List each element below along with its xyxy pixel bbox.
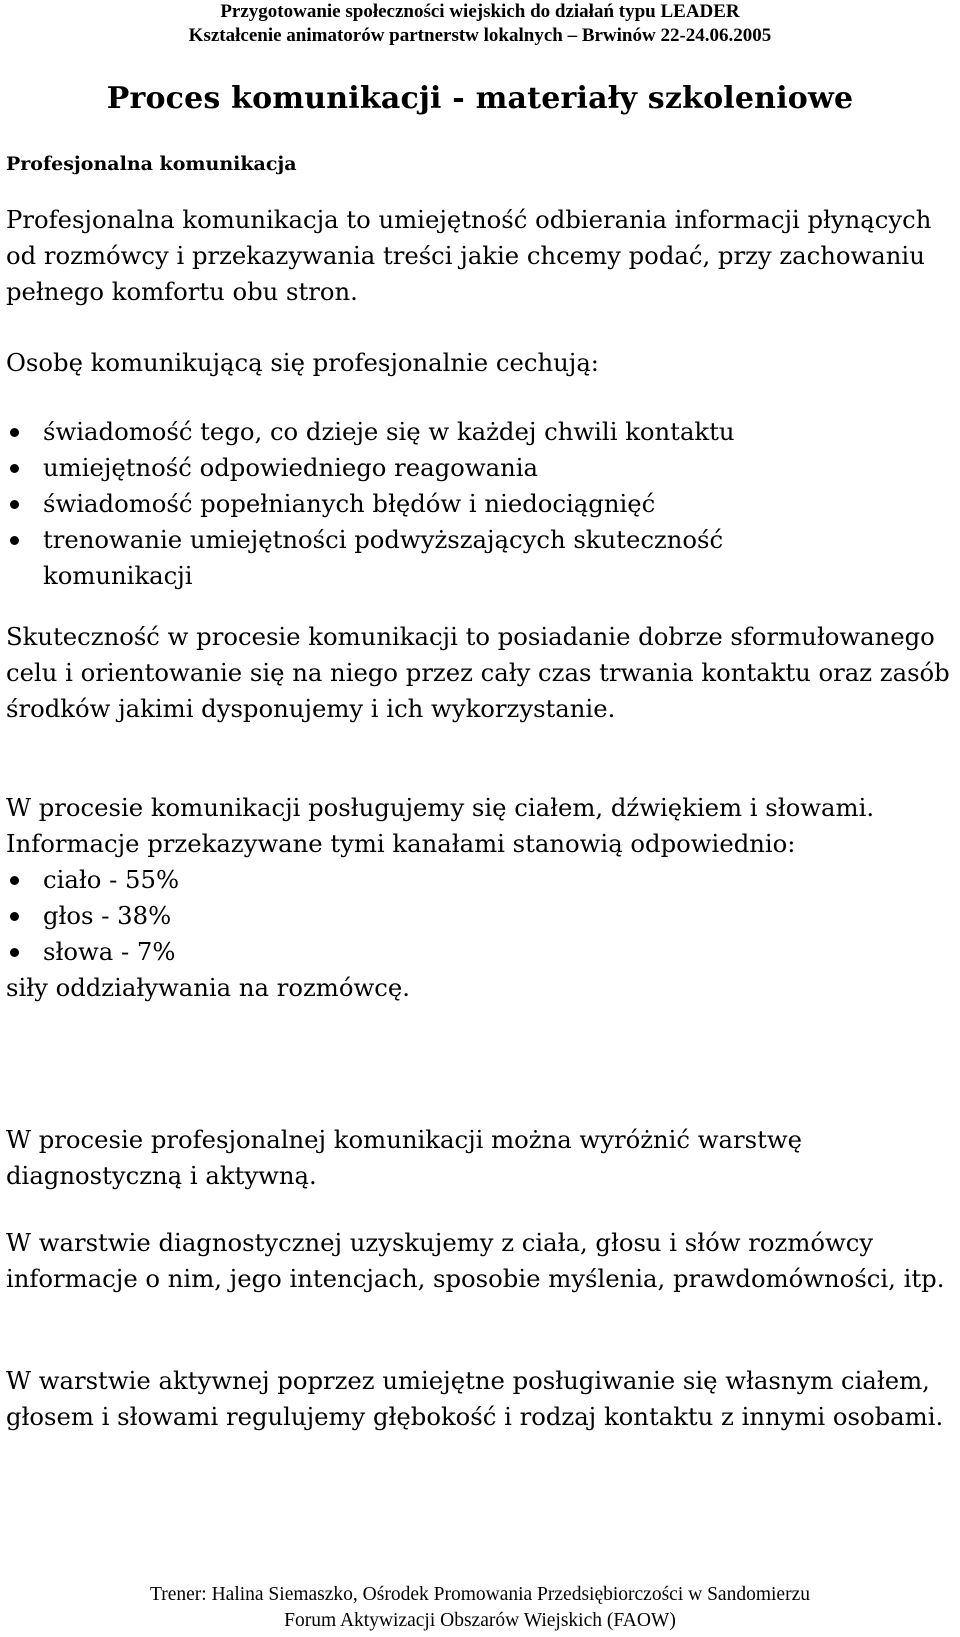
traits-list	[6, 414, 960, 594]
list-item-text: umiejętność odpowiedniego reagowania	[43, 453, 539, 482]
list-item-text: ciało - 55%	[43, 865, 180, 894]
list-item-text: głos - 38%	[43, 901, 172, 930]
channels-paragraph	[6, 790, 960, 1006]
diagnostic-paragraph	[6, 1225, 960, 1297]
layers-paragraph	[6, 1122, 960, 1194]
traits-list-block	[6, 414, 960, 594]
traits-intro-paragraph	[6, 345, 960, 381]
channels-outro-text: siły oddziaływania na rozmówcę.	[6, 973, 410, 1002]
list-item-text: świadomość popełnianych błędów i niedociągnięć	[43, 489, 656, 518]
document-title: Proces komunikacji - materiały szkoleniowe	[106, 81, 854, 116]
intro-text: Profesjonalna komunikacja to umiejętność odbierania informacji płynących od rozmówcy i przekazywania treści jakie chcemy podać, przy zachowaniu pełnego komfortu obu stron.	[6, 205, 932, 306]
diagnostic-text: W warstwie diagnostycznej uzyskujemy z ciała, głosu i słów rozmówcy informacje o nim, jego intencjach, sposobie myślenia, prawdomówności, itp.	[6, 1228, 945, 1293]
footer-line-1: Trener: Halina Siemaszko, Ośrodek Promowania Przedsiębiorczości w Sandomierzu	[150, 1584, 810, 1605]
page-header	[0, 0, 960, 48]
list-item	[6, 898, 960, 934]
traits-intro-text: Osobę komunikującą się profesjonalnie cechują:	[6, 348, 599, 377]
active-text: W warstwie aktywnej poprzez umiejętne posługiwanie się własnym ciałem, głosem i słowami regulujemy głębokość i rodzaj kontaktu z innymi osobami.	[6, 1366, 944, 1431]
section-subtitle: Profesjonalna komunikacja	[6, 153, 297, 175]
bullet-icon	[10, 428, 19, 437]
bullet-icon	[10, 876, 19, 885]
intro-paragraph	[6, 202, 960, 310]
list-item-text: świadomość tego, co dzieje się w każdej chwili kontaktu	[43, 417, 735, 446]
page-footer	[0, 1582, 960, 1634]
channels-intro-text: W procesie komunikacji posługujemy się ciałem, dźwiękiem i słowami. Informacje przekazywane tymi kanałami stanowią odpowiednio:	[6, 793, 875, 858]
list-item-text: trenowanie umiejętności podwyższających skuteczność komunikacji	[43, 525, 724, 590]
list-item	[6, 522, 960, 594]
list-item	[6, 450, 960, 486]
bullet-icon	[10, 500, 19, 509]
list-item	[6, 486, 960, 522]
bullet-icon	[10, 948, 19, 957]
effectiveness-text: Skuteczność w procesie komunikacji to posiadanie dobrze sformułowanego celu i orientowanie się na niego przez cały czas trwania kontaktu oraz zasób środków jakimi dysponujemy i ich wykorzystanie.	[6, 622, 950, 723]
header-line-2: Kształcenie animatorów partnerstw lokalnych – Brwinów 22-24.06.2005	[188, 25, 772, 46]
footer-line-2: Forum Aktywizacji Obszarów Wiejskich (FAOW)	[284, 1610, 676, 1631]
layers-text: W procesie profesjonalnej komunikacji można wyróżnić warstwę diagnostyczną i aktywną.	[6, 1125, 803, 1190]
bullet-icon	[10, 912, 19, 921]
list-item	[6, 862, 960, 898]
list-item-text: słowa - 7%	[43, 937, 176, 966]
bullet-icon	[10, 464, 19, 473]
effectiveness-paragraph	[6, 619, 960, 727]
channels-list	[6, 862, 960, 970]
header-line-1: Przygotowanie społeczności wiejskich do działań typu LEADER	[220, 1, 740, 22]
list-item	[6, 934, 960, 970]
bullet-icon	[10, 536, 19, 545]
active-paragraph	[6, 1363, 960, 1435]
list-item	[6, 414, 960, 450]
